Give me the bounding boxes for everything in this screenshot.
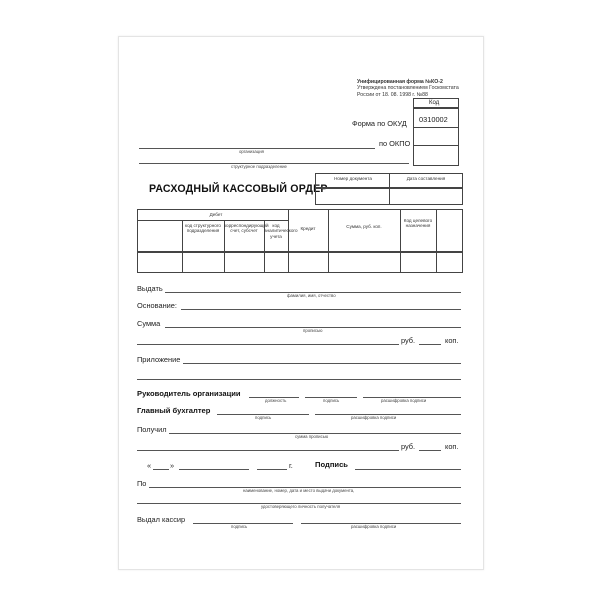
received-line-2[interactable]: [137, 450, 399, 451]
sum-line-2[interactable]: [137, 344, 399, 345]
doc-number-header: Номер документа: [334, 176, 372, 181]
doc-number-date-values[interactable]: [315, 187, 463, 205]
debit-sub-analytic: код аналитического учета: [264, 223, 298, 239]
basis-label: Основание:: [137, 301, 177, 310]
cashier-decoding-caption: расшифровка подписи: [351, 524, 397, 529]
by-label: По: [137, 479, 147, 488]
accountant-label: Главный бухгалтер: [137, 406, 211, 415]
date-day-line[interactable]: [153, 469, 169, 470]
document-caption: наименование, номер, дата и место выдачи документа,: [243, 488, 355, 493]
identity-caption: удостоверяющего личность получателя: [261, 504, 341, 509]
date-year-line[interactable]: [257, 469, 287, 470]
debit-header: Дебет: [209, 212, 223, 217]
received-sum-caption: сумма прописью: [295, 434, 329, 439]
attachment-line-2[interactable]: [137, 379, 461, 380]
cashier-signature-caption: подпись: [231, 524, 248, 529]
date-month-line[interactable]: [179, 469, 249, 470]
form-approved-date: России от 18. 08. 1998 г. №88: [357, 91, 428, 98]
department-caption: структурное подразделение: [231, 164, 287, 169]
issue-label: Выдать: [137, 284, 163, 293]
cashier-label: Выдал кассир: [137, 515, 186, 524]
received-rub: руб.: [401, 442, 416, 451]
head-position-caption: должность: [265, 398, 287, 403]
credit-header: Кредит: [300, 226, 316, 231]
head-decoding-caption: расшифровка подписи: [381, 398, 427, 403]
sum-label: Сумма: [137, 319, 161, 328]
debit-sub-department: код структурного подразделения: [185, 223, 221, 234]
document-title: РАСХОДНЫЙ КАССОВЫЙ ОРДЕР: [149, 183, 328, 195]
head-label: Руководитель организации: [137, 389, 241, 398]
sign-line[interactable]: [355, 469, 461, 470]
accountant-signature-caption: подпись: [255, 415, 272, 420]
purpose-header: Код целевого назначения: [403, 218, 433, 229]
sum-rub: руб.: [401, 336, 416, 345]
code-column-label: Код: [429, 100, 440, 106]
issue-caption: фамилия, имя, отчество: [287, 293, 336, 298]
head-signature-caption: подпись: [323, 398, 340, 403]
attachment-line[interactable]: [183, 363, 461, 364]
code-header-cell: [413, 98, 459, 108]
amount-header: Сумма, руб. коп.: [346, 224, 382, 229]
form-header: [357, 79, 459, 98]
date-year-suffix: г.: [289, 461, 293, 470]
date-quote-open: «: [147, 461, 152, 470]
doc-date-header: Дата составления: [406, 176, 446, 181]
sum-caption: прописью: [303, 328, 323, 333]
sign-label: Подпись: [315, 460, 348, 469]
accountant-decoding-caption: расшифровка подписи: [351, 415, 397, 420]
sum-kop: коп.: [445, 336, 459, 345]
sum-kop-line[interactable]: [419, 344, 441, 345]
received-kop: коп.: [445, 442, 459, 451]
cash-order-form: [118, 36, 484, 570]
form-name: Унифицированная форма №КО-2: [357, 79, 443, 85]
basis-line[interactable]: [181, 309, 461, 310]
okpo-label: по ОКПО: [379, 139, 411, 148]
received-kop-line[interactable]: [419, 450, 441, 451]
okud-label: Форма по ОКУД: [352, 119, 407, 128]
attachment-label: Приложение: [137, 355, 181, 364]
okud-value: 0310002: [419, 115, 448, 124]
form-approved: Утверждена постановлением Госкомстата: [357, 85, 459, 92]
received-label: Получил: [137, 425, 167, 434]
debit-sub-account: корреспондирующий счет, субсчет: [224, 223, 269, 234]
accounting-values-row[interactable]: [137, 251, 463, 273]
organization-caption: организация: [239, 149, 264, 154]
code-box: [413, 108, 459, 166]
date-quote-close: »: [170, 461, 175, 470]
